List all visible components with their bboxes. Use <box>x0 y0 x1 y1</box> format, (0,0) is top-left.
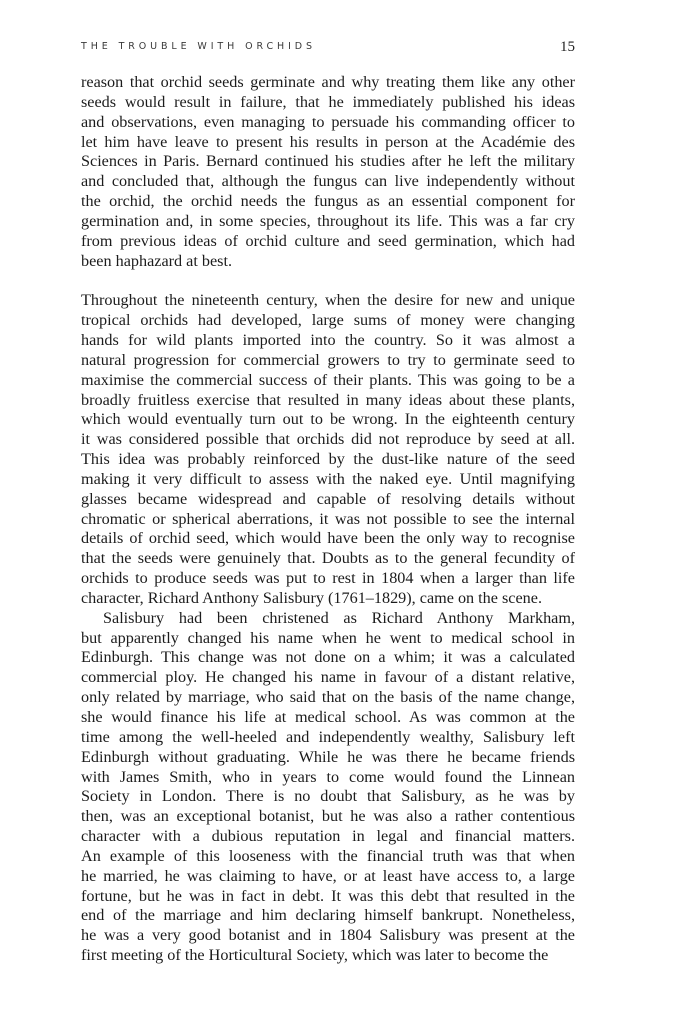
text-line: hands for wild plants imported into the country. So it was almost a <box>81 330 575 349</box>
text-line: reason that orchid seeds germinate and why treating them like any other <box>81 73 575 91</box>
text-line: he was a very good botanist and in 1804 Salisbury was present at the <box>81 926 575 945</box>
text-line: glasses became widespread and capable of resolving details without <box>81 489 575 508</box>
text-line: Society in London. There is no doubt that Salisbury, as he was by <box>81 787 575 806</box>
text-line: he married, he was claiming to have, or at least have access to, a large <box>81 866 575 885</box>
text-line: natural progression for commercial growers to try to germinate seed to <box>81 350 575 369</box>
text-line: that the seeds were genuinely that. Doubts as to the general fecundity of <box>81 549 575 568</box>
text-line: chromatic or spherical aberrations, it was not possible to see the internal <box>81 509 575 528</box>
text-line: maximise the commercial success of their plants. This was going to be a <box>81 370 575 389</box>
text-line: Salisbury had been christened as Richard Anthony Markham, <box>103 608 575 627</box>
text-line: end of the marriage and him declaring himself bankrupt. Nonetheless, <box>81 906 575 925</box>
text-line: time among the well-heeled and independently wealthy, Salisbury left <box>81 727 575 746</box>
text-line: let him have leave to present his results in person at the Académie des <box>81 132 575 151</box>
text-line: tropical orchids had developed, large sums of money were changing <box>81 311 575 330</box>
text-line: character with a dubious reputation in legal and financial matters. <box>81 827 575 846</box>
text-line: then, was an exceptional botanist, but he was also a rather contentious <box>81 807 575 826</box>
text-line: commercial ploy. He changed his name in favour of a distant relative, <box>81 668 575 687</box>
page-number: 15 <box>560 39 575 55</box>
text-line: orchids to produce seeds was put to rest in 1804 when a larger than life <box>81 569 575 588</box>
paragraph-3 <box>81 609 575 966</box>
text-line: Edinburgh without graduating. While he was there he became friends <box>81 747 575 766</box>
text-line: Edinburgh. This change was not done on a whim; it was a calculated <box>81 648 575 667</box>
paragraph-2 <box>81 291 575 609</box>
text-line: it was considered possible that orchids did not reproduce by seed at all. <box>81 430 575 449</box>
text-line: Throughout the nineteenth century, when the desire for new and unique <box>81 291 575 310</box>
text-line: details of orchid seed, which would have been the only way to recognise <box>81 529 575 548</box>
running-head <box>81 41 575 61</box>
text-line: which would eventually turn out to be wrong. In the eighteenth century <box>81 410 575 429</box>
text-line: An example of this looseness with the financial truth was that when <box>81 846 575 865</box>
paragraph-1 <box>81 73 575 271</box>
text-line: fortune, but he was in fact in debt. It was this debt that resulted in the <box>81 886 575 905</box>
text-line: she would finance his life at medical school. As was common at the <box>81 708 575 726</box>
text-line: seeds would result in failure, that he immediately published his ideas <box>81 92 575 111</box>
text-line: Sciences in Paris. Bernard continued his studies after he left the military <box>81 152 575 171</box>
text-line: first meeting of the Horticultural Society, which was later to become the <box>81 946 549 965</box>
text-line: from previous ideas of orchid culture and seed germination, which had <box>81 231 575 250</box>
text-line: and concluded that, although the fungus can live independently without <box>81 172 575 191</box>
text-line: and observations, even managing to persuade his commanding officer to <box>81 112 575 131</box>
text-line: character, Richard Anthony Salisbury (1761–1829), came on the scene. <box>81 588 543 607</box>
text-line: the orchid, the orchid needs the fungus as an essential component for <box>81 192 575 211</box>
text-line: germination and, in some species, throughout its life. This was a far cry <box>81 211 575 230</box>
text-line: broadly fruitless exercise that resulted in many ideas about these plants, <box>81 390 575 409</box>
text-line: only related by marriage, who said that on the basis of the name change, <box>81 688 575 707</box>
text-line: making it very difficult to assess with the naked eye. Until magnifying <box>81 469 575 488</box>
body-text <box>81 73 575 966</box>
text-line: but apparently changed his name when he went to medical school in <box>81 628 575 647</box>
text-line: This idea was probably reinforced by the dust-like nature of the seed <box>81 450 575 469</box>
running-title: THE TROUBLE WITH ORCHIDS <box>81 41 316 52</box>
text-line: been haphazard at best. <box>81 251 233 270</box>
text-line: with James Smith, who in years to come would found the Linnean <box>81 767 575 786</box>
